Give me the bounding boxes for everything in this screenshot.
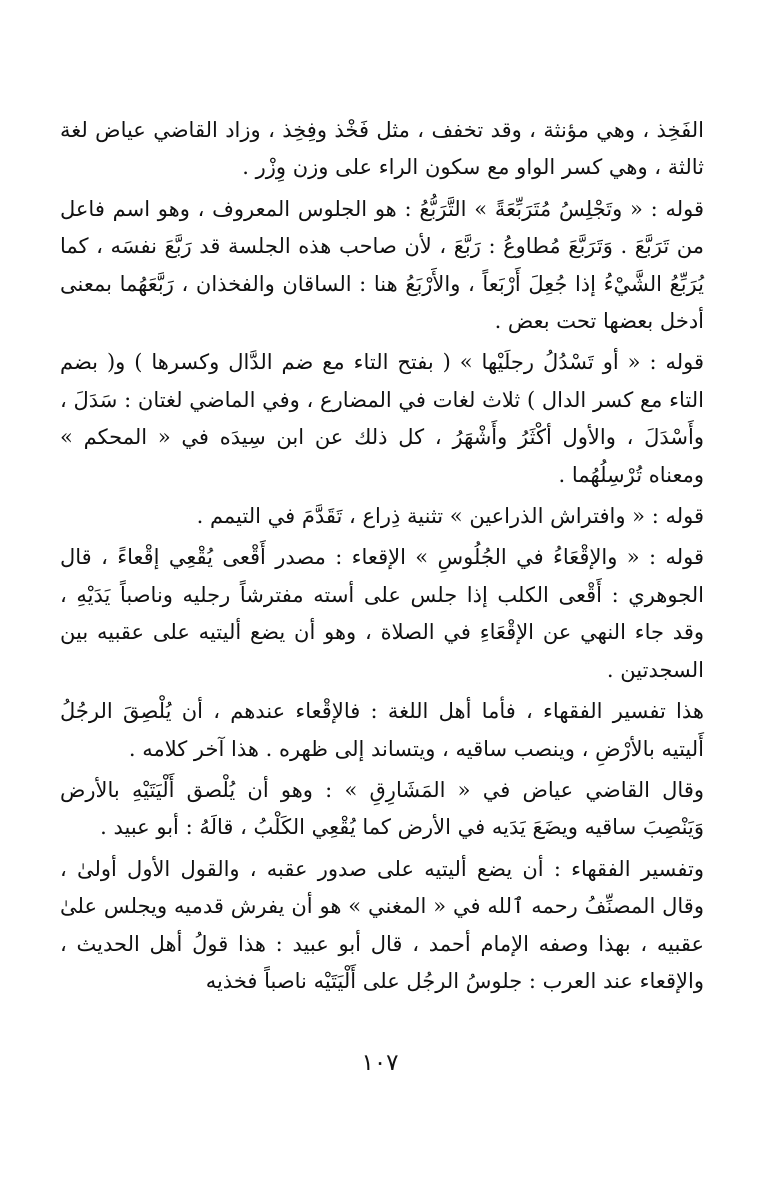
paragraph-4: قوله : « وافتراش الذراعين » تثنية ذِراع ، تَقَدَّمَ في التيمم .: [196, 504, 704, 529]
paragraph-3: قوله : « أو تَسْدُلُ رجلَيْها » ( بفتح التاء مع ضم الدَّال وكسرها ) و( بضم التاء مع كسر الدال ) ثلاث لغات في المضارع ، وفي الماضي لغتان : سَدَلَ ، وأَسْدَلَ ، والأول أكْثَرُ وأَشْهَرُ ، كل ذلك عن ابن سِيدَه في « المحكم » ومعناه تُرْسِلُهُما .: [60, 350, 704, 487]
paragraph-5: قوله : « والإقْعَاءُ في الجُلُوسِ » الإقعاء : مصدر أَقْعى يُقْعِي إقْعاءً ، قال الجوهري : أَقْعى الكلب إذا جلس على أسته مفترشاً رجليه وناصباً يَدَيْهِ ، وقد جاء النهي عن الإقْعَاءِ في الصلاة ، وهو أن يضع أليتيه على عقبيه بين السجدتين .: [60, 545, 704, 682]
paragraph-2: قوله : « وتَجْلِسُ مُتَرَبِّعَةً » التَّرَبُّعُ : هو الجلوس المعروف ، وهو اسم فاعل من تَرَبَّعَ . وَتَرَبَّعَ مُطاوعُ : رَبَّعَ ، لأن صاحب هذه الجلسة قد رَبَّعَ نفسَه ، كما يُرَبِّعُ الشَّيْءُ إذا جُعِلَ أَرْبَعاً ، والأَرْبَعُ هنا : الساقان والفخذان ، رَبَّعَهُما بمعنى أدخل بعضها تحت بعض .: [60, 196, 704, 334]
paragraph-7: وقال القاضي عياض في « المَشَارِقِ » : وهو أن يُلْصق أَلْيَتَيْهِ بالأرض وَيَنْصِبَ ساقيه ويضَعَ يَدَيه في الأرض كما يُقْعِي الكَلْبُ ، قالَهُ : أبو عبيد .: [60, 777, 704, 840]
paragraph-8: وتفسير الفقهاء : أن يضع أليتيه على صدور عقبه ، والقول الأول أولىٰ ، وقال المصنِّفُ رحمه ٱلله في « المغني » هو أن يفرش قدميه ويجلس علىٰ عقبيه ، بهذا وصفه الإمام أحمد ، قال أبو عبيد : هذا قولُ أهل الحديث ، والإقعاء عند العرب : جلوسُ الرجُل على أَلْيَتَيْه ناصباً فخذيه: [60, 856, 704, 993]
page-body: [60, 112, 704, 1112]
paragraph-1: الفَخِذ ، وهي مؤنثة ، وقد تخفف ، مثل فَخْذ وفِخِذ ، وزاد القاضي عياض لغة ثالثة ، وهي كسر الواو مع سكون الراء على وزن وِزْر .: [60, 118, 704, 180]
paragraph-6: هذا تفسير الفقهاء ، فأما أهل اللغة : فالإقْعاء عندهم ، أن يُلْصِقَ الرجُلُ أَليتيه بالأرْضِ ، وينصب ساقيه ، ويتساند إلى ظهره . هذا آخر كلامه .: [60, 699, 704, 761]
page-number: ١٠٧: [361, 1050, 399, 1076]
